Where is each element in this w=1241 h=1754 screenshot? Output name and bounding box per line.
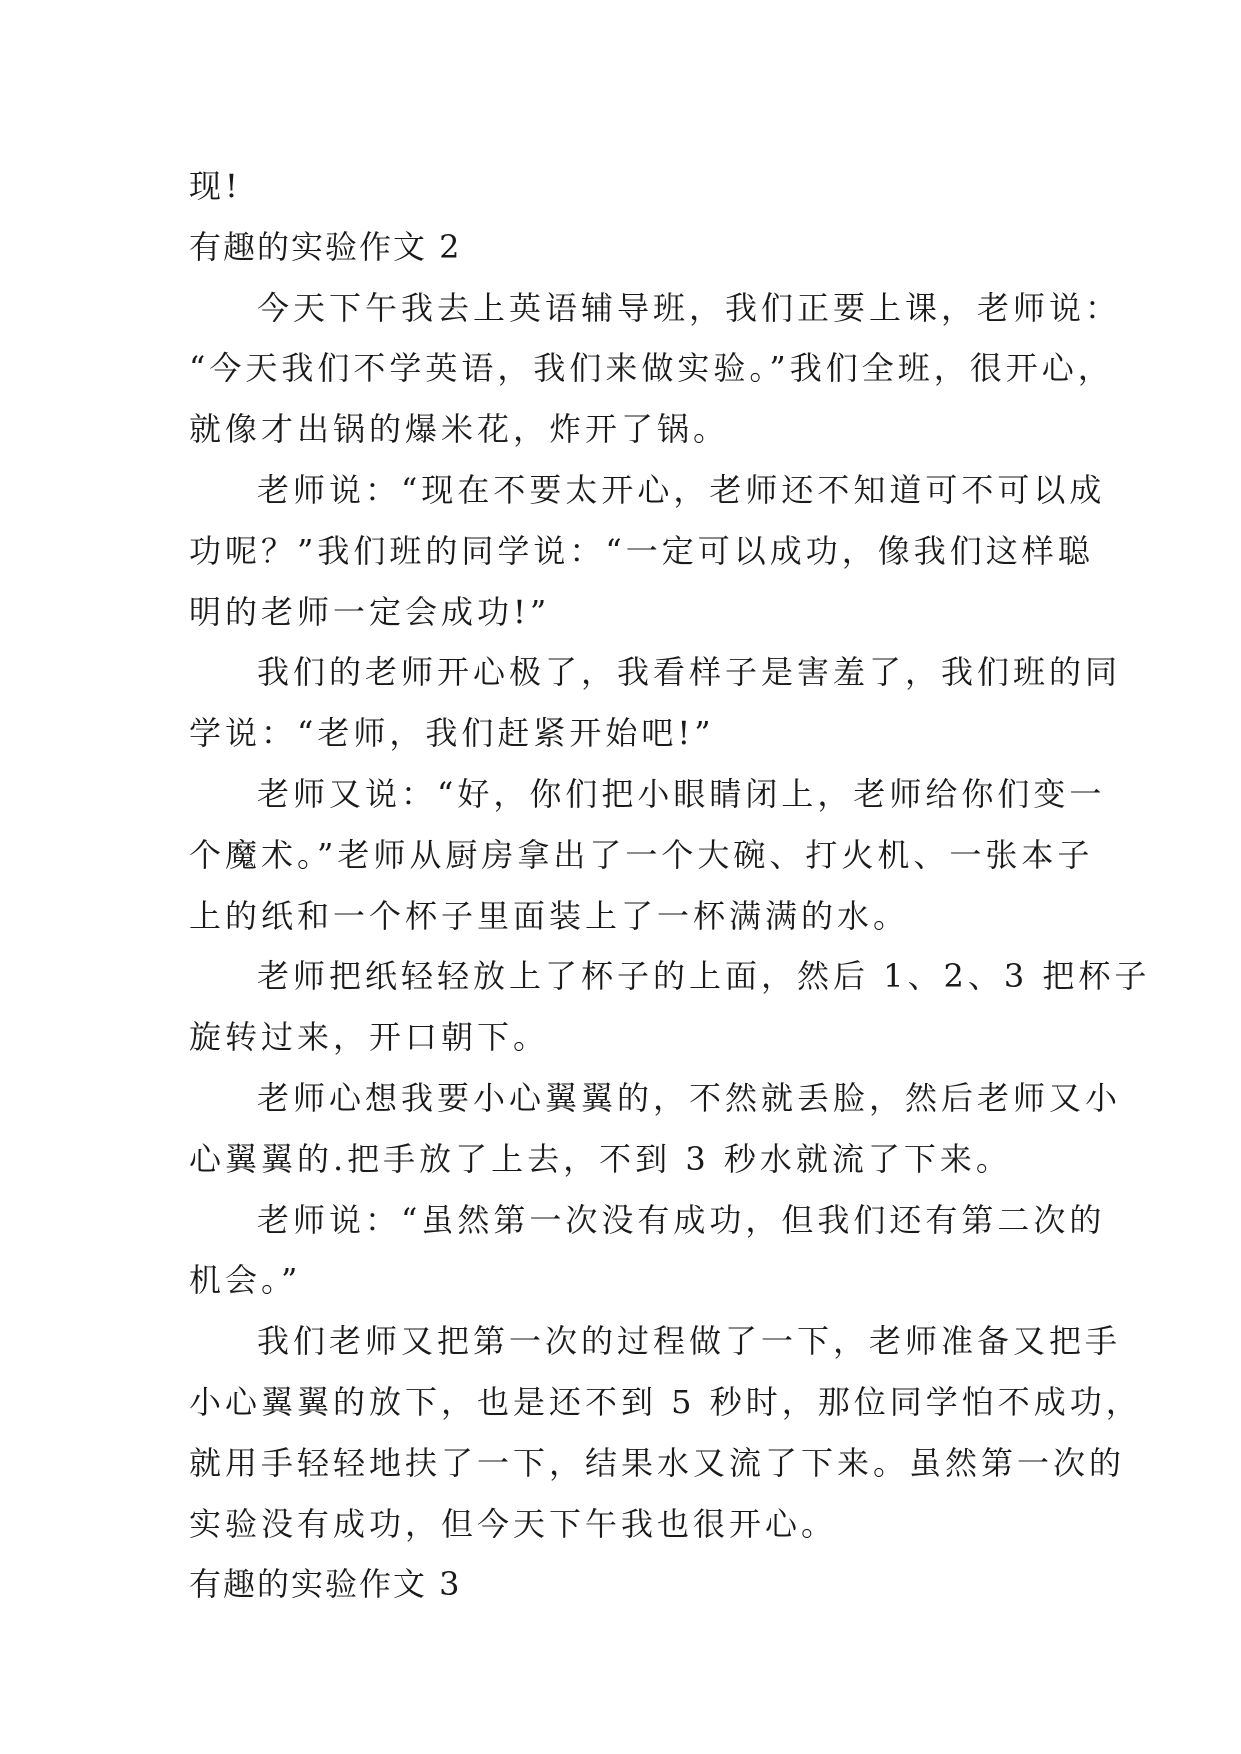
paragraph-line: 就像才出锅的爆米花，炸开了锅。 xyxy=(189,410,730,449)
paragraph-line: “今天我们不学英语，我们来做实验。”我们全班，很开心， xyxy=(189,349,1114,388)
paragraph-line: 我们老师又把第一次的过程做了一下，老师准备又把手 xyxy=(257,1322,1122,1361)
paragraph-line: 老师说：“虽然第一次没有成功，但我们还有第二次的 xyxy=(257,1200,1106,1239)
paragraph-line: 我们的老师开心极了，我看样子是害羞了，我们班的同 xyxy=(257,653,1122,692)
paragraph-line: 老师心想我要小心翼翼的，不然就丢脸，然后老师又小 xyxy=(257,1078,1122,1117)
document-body xyxy=(189,156,1151,1615)
paragraph-line: 机会。” xyxy=(189,1261,302,1300)
paragraph-line: 就用手轻轻地扶了一下，结果水又流了下来。虽然第一次的 xyxy=(189,1443,1126,1482)
paragraph-line: 心翼翼的.把手放了上去，不到 3 秒水就流了下来。 xyxy=(189,1139,1012,1178)
paragraph-line: 老师把纸轻轻放上了杯子的上面，然后 1、2、3 把杯子 xyxy=(257,957,1151,996)
paragraph-line: 现! xyxy=(189,167,242,205)
paragraph-line: 旋转过来，开口朝下。 xyxy=(189,1018,550,1057)
paragraph-line: 个魔术。”老师从厨房拿出了一个大碗、打火机、一张本子 xyxy=(189,835,1094,874)
paragraph-line: 功呢？”我们班的同学说：“一定可以成功，像我们这样聪 xyxy=(189,531,1094,570)
paragraph-line: 实验没有成功，但今天下午我也很开心。 xyxy=(189,1504,838,1543)
paragraph-line: 上的纸和一个杯子里面装上了一杯满满的水。 xyxy=(189,896,910,935)
section-heading: 有趣的实验作文 3 xyxy=(189,1565,462,1604)
section-heading: 有趣的实验作文 2 xyxy=(189,227,462,266)
paragraph-line: 老师说：“现在不要太开心，老师还不知道可不可以成 xyxy=(257,470,1106,509)
paragraph-line: 明的老师一定会成功!” xyxy=(189,592,551,631)
paragraph-line: 今天下午我去上英语辅导班，我们正要上课，老师说： xyxy=(257,288,1122,327)
paragraph-line: 老师又说：“好，你们把小眼睛闭上，老师给你们变一 xyxy=(257,774,1106,813)
paragraph-line: 学说：“老师，我们赶紧开始吧!” xyxy=(189,714,715,753)
paragraph-line: 小心翼翼的放下，也是还不到 5 秒时，那位同学怕不成功， xyxy=(189,1382,1142,1421)
